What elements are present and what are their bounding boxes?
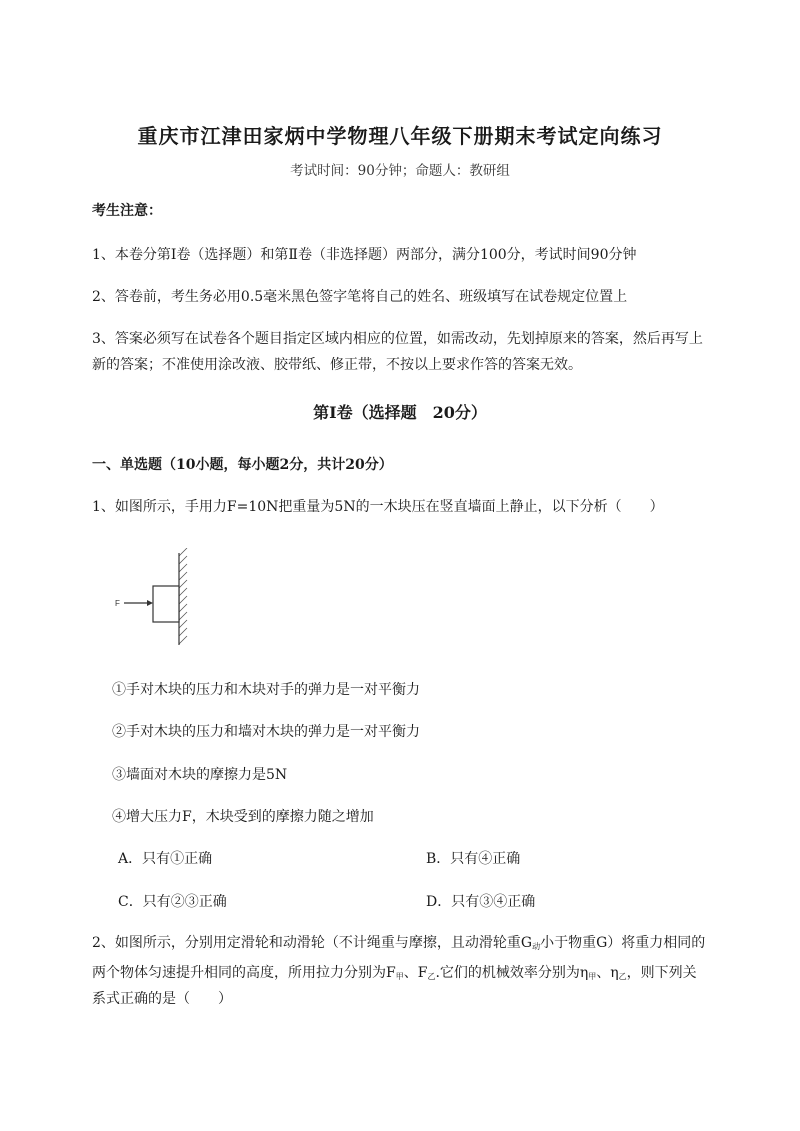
q1-statement-3: ③墙面对木块的摩擦力是5N: [112, 767, 288, 783]
q2-text-part: 小于物重G）将重力相同的: [540, 935, 706, 951]
part-heading: 一、单选题（10小题，每小题2分，共计20分）: [92, 457, 393, 473]
notice-item-2: 2、答卷前，考生务必用0.5毫米黑色签字笔将自己的姓名、班级填写在试卷规定位置上: [92, 289, 628, 305]
q1-option-b[interactable]: B．只有④正确: [426, 851, 521, 867]
q2-subscript: 甲: [395, 972, 404, 981]
force-label: F: [115, 599, 120, 608]
q2-subscript: 动: [532, 942, 541, 951]
q2-text-part: ，则下列关: [626, 965, 697, 981]
q2-text-part: 、η: [596, 965, 619, 981]
question-2-line-3: 系式正确的是（ ）: [92, 991, 232, 1007]
q2-subscript: 乙: [427, 972, 436, 981]
q2-text-part: 、F: [403, 965, 428, 981]
q2-text-part: 2、如图所示，分别用定滑轮和动滑轮（不计绳重与摩擦，且动滑轮重G: [92, 935, 533, 951]
q1-option-d[interactable]: D．只有③④正确: [426, 894, 536, 910]
q2-subscript: 甲: [588, 972, 597, 981]
q1-option-c[interactable]: C．只有②③正确: [118, 894, 227, 910]
q2-text-part: .它们的机械效率分别为η: [435, 965, 589, 981]
q1-option-a[interactable]: A．只有①正确: [118, 851, 213, 867]
exam-subtitle: 考试时间：90分钟；命题人：教研组: [290, 163, 510, 179]
wooden-block: [153, 586, 179, 622]
notice-heading: 考生注意：: [92, 203, 162, 219]
exam-title: 重庆市江津田家炳中学物理八年级下册期末考试定向练习: [137, 124, 663, 148]
hand-block-wall-diagram: [112, 548, 202, 648]
q1-statement-2: ②手对木块的压力和墙对木块的弹力是一对平衡力: [112, 724, 420, 740]
wall-hatching: [179, 548, 187, 644]
q1-statement-4: ④增大压力F，木块受到的摩擦力随之增加: [112, 809, 374, 825]
q2-subscript: 乙: [618, 972, 627, 981]
question-1-figure: [112, 548, 202, 652]
q1-statement-1: ①手对木块的压力和木块对手的弹力是一对平衡力: [112, 682, 420, 698]
section-title: 第Ⅰ卷（选择题 20分）: [313, 403, 487, 422]
question-1-stem: 1、如图所示，手用力F=10N把重量为5N的一木块压在竖直墙面上静止，以下分析（ ）: [92, 499, 664, 515]
notice-item-3: 3、答案必须写在试卷各个题目指定区域内相应的位置，如需改动，先划掉原来的答案，然后再写上新的答案；不准使用涂改液、胶带纸、修正带，不按以上要求作答的答案无效。: [92, 331, 703, 373]
notice-item-1: 1、本卷分第Ⅰ卷（选择题）和第Ⅱ卷（非选择题）两部分，满分100分，考试时间90分钟: [92, 247, 637, 263]
force-arrow-head: [147, 600, 153, 606]
question-2-line-1: [92, 930, 705, 960]
q2-text-part: 两个物体匀速提升相同的高度，所用拉力分别为F: [92, 965, 396, 981]
